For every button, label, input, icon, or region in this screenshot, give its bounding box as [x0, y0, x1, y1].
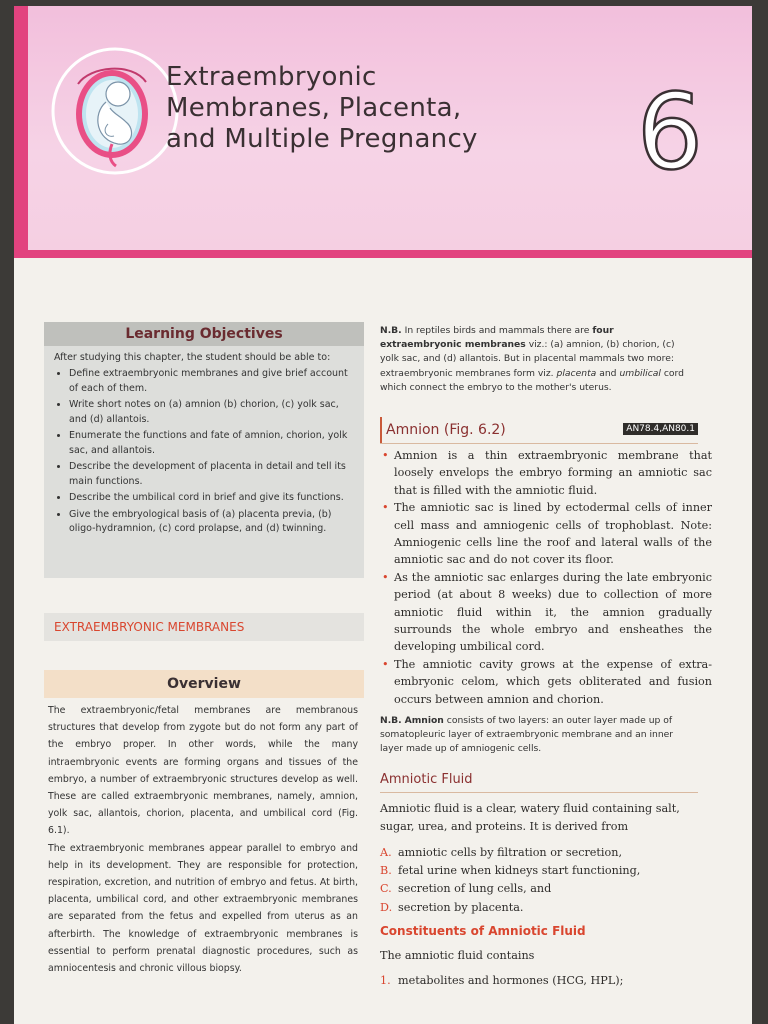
- overview-paragraph: The extraembryonic/fetal membranes are membranous structures that develop from zygote but do not form any part of the embryo proper. In other words, while the many intraembryonic events are forming organs and tissues of the embryo, a number of extraembryonic structures develop as well. These are called extraembryonic membranes, namely, amnion, yolk sac, allantois, chorion, placenta, and umbilical cord (Fig. 6.1).: [48, 705, 358, 837]
- amnion-heading: Amnion (Fig. 6.2): [380, 417, 506, 443]
- textbook-page: [14, 6, 752, 1024]
- objective-item: • Write short notes on (a) amnion (b) chorion, (c) yolk sac, and (d) allantois.: [69, 398, 356, 427]
- list-text: fetal urine when kidneys start functioning,: [398, 864, 641, 878]
- learning-objectives-list: [44, 367, 364, 537]
- learning-objectives-box: [44, 322, 364, 578]
- list-text: amniotic cells by filtration or secretion,: [398, 846, 623, 859]
- nb-note-membranes: [380, 324, 692, 395]
- header-bottom-rule: [14, 250, 752, 258]
- learning-objectives-intro: After studying this chapter, the student should be able to:: [54, 352, 331, 363]
- chapter-title: [166, 62, 586, 156]
- nb-label: N.B.: [380, 715, 402, 726]
- amniotic-fluid-sources: [380, 844, 698, 917]
- chapter-number: [630, 72, 710, 182]
- nb-label: N.B.: [380, 325, 402, 336]
- fluid-source-item: [380, 880, 698, 898]
- nb-note-amnion-layers: [380, 714, 698, 757]
- header-accent-bar: [14, 6, 28, 258]
- nb-bold: Amnion: [404, 715, 444, 726]
- amnion-bullet: • As the amniotic sac enlarges during the late embryonic period (at about 8 weeks) due to collection of more amniotic fluid within it, the amnion gradually surrounds the whole embryo and ensheathes the developing umbilical cord.: [394, 569, 712, 656]
- constituents-list: [380, 974, 623, 987]
- list-marker: C.: [380, 882, 392, 896]
- list-text: metabolites and hormones (HCG, HPL);: [398, 974, 624, 987]
- list-marker: B.: [380, 864, 392, 878]
- amnion-bullet: • The amniotic cavity grows at the expense of extra-embryonic celom, which gets obliterated and fusion occurs between amnion and chorion.: [394, 656, 712, 708]
- overview-heading: Overview: [44, 670, 364, 698]
- nb-bold: four extraembryonic membranes: [380, 325, 614, 351]
- constituent-item: [380, 974, 623, 987]
- amnion-bullet-list: [380, 447, 712, 708]
- objective-item: • Describe the development of placenta in detail and tell its main functions.: [69, 460, 356, 489]
- nb-text: consists of two layers: an outer layer made up of somatopleuric layer of extraembryonic membrane and an inner layer made up of amniogenic cells.: [380, 715, 674, 755]
- constituents-intro: The amniotic fluid contains: [380, 949, 535, 962]
- fetus-in-uterus-icon: [48, 44, 182, 178]
- nb-italic: umbilical: [619, 367, 661, 379]
- amnion-bullet: • Amnion is a thin extraembryonic membrane that loosely envelops the embryo forming an amniotic sac that is filled with the amniotic fluid.: [394, 447, 712, 499]
- list-marker: 1.: [380, 974, 391, 987]
- constituents-heading: Constituents of Amniotic Fluid: [380, 924, 586, 938]
- objective-item: • Define extraembryonic membranes and give brief account of each of them.: [69, 367, 356, 396]
- amniotic-fluid-heading: Amniotic Fluid: [380, 768, 698, 793]
- amniotic-fluid-intro: Amniotic fluid is a clear, watery fluid containing salt, sugar, urea, and proteins. It is derived from: [380, 802, 680, 833]
- fluid-source-item: [380, 899, 698, 917]
- list-text: secretion of lung cells, and: [398, 882, 552, 896]
- chapter-title-line: and Multiple Pregnancy: [166, 124, 478, 155]
- nb-text: cord which connect the embryo to the mother's uterus.: [380, 367, 684, 393]
- amnion-heading-row: [380, 417, 698, 444]
- objective-item: • Describe the umbilical cord in brief and give its functions.: [69, 491, 356, 506]
- amnion-bullet: • The amniotic sac is lined by ectodermal cells of inner cell mass and amniogenic cells of trophoblast. Note: Amniogenic cells line the roof and lateral walls of the amniotic sac and do not cover its floor.: [394, 499, 712, 569]
- objective-item: • Give the embryological basis of (a) placenta previa, (b) oligo-hydramnion, (c) cord prolapse, and (d) twinning.: [69, 508, 356, 537]
- list-text: secretion by placenta.: [398, 900, 524, 914]
- nb-text: viz.: (a) amnion, (b) chorion, (c) yolk sac, and (d) allantois. But in placental mammals two more: extraembryonic membranes form viz.: [380, 339, 675, 379]
- competency-code-badge: AN78.4,AN80.1: [623, 423, 698, 435]
- nb-text: In reptiles birds and mammals there are: [404, 325, 590, 336]
- fluid-source-item: [380, 844, 698, 862]
- fluid-source-item: [380, 862, 698, 880]
- overview-paragraph: The extraembryonic membranes appear parallel to embryo and help in its development. They are responsible for protection, respiration, excretion, and nutrition of embryo and fetus. At birth, placenta, umbilical cord, and other extraembryonic membranes are separated from the fetus and expelled from uterus as an afterbirth. The knowledge of extraembryonic membranes is essential to perform prenatal diagnostic procedures, such as amniocentesis and chronic villous biopsy.: [48, 842, 358, 975]
- chapter-title-line: Membranes, Placenta,: [166, 93, 462, 124]
- list-marker: D.: [380, 900, 393, 914]
- nb-italic: placenta: [556, 367, 597, 379]
- section-heading: EXTRAEMBRYONIC MEMBRANES: [44, 613, 364, 641]
- learning-objectives-heading: Learning Objectives: [44, 322, 364, 346]
- overview-text: [48, 702, 358, 977]
- objective-item: • Enumerate the functions and fate of amnion, chorion, yolk sac, and allantois.: [69, 429, 356, 458]
- nb-text: and: [599, 367, 617, 379]
- chapter-number-text: 6: [636, 72, 704, 182]
- chapter-title-line: Extraembryonic: [166, 62, 377, 92]
- list-marker: A.: [380, 846, 392, 859]
